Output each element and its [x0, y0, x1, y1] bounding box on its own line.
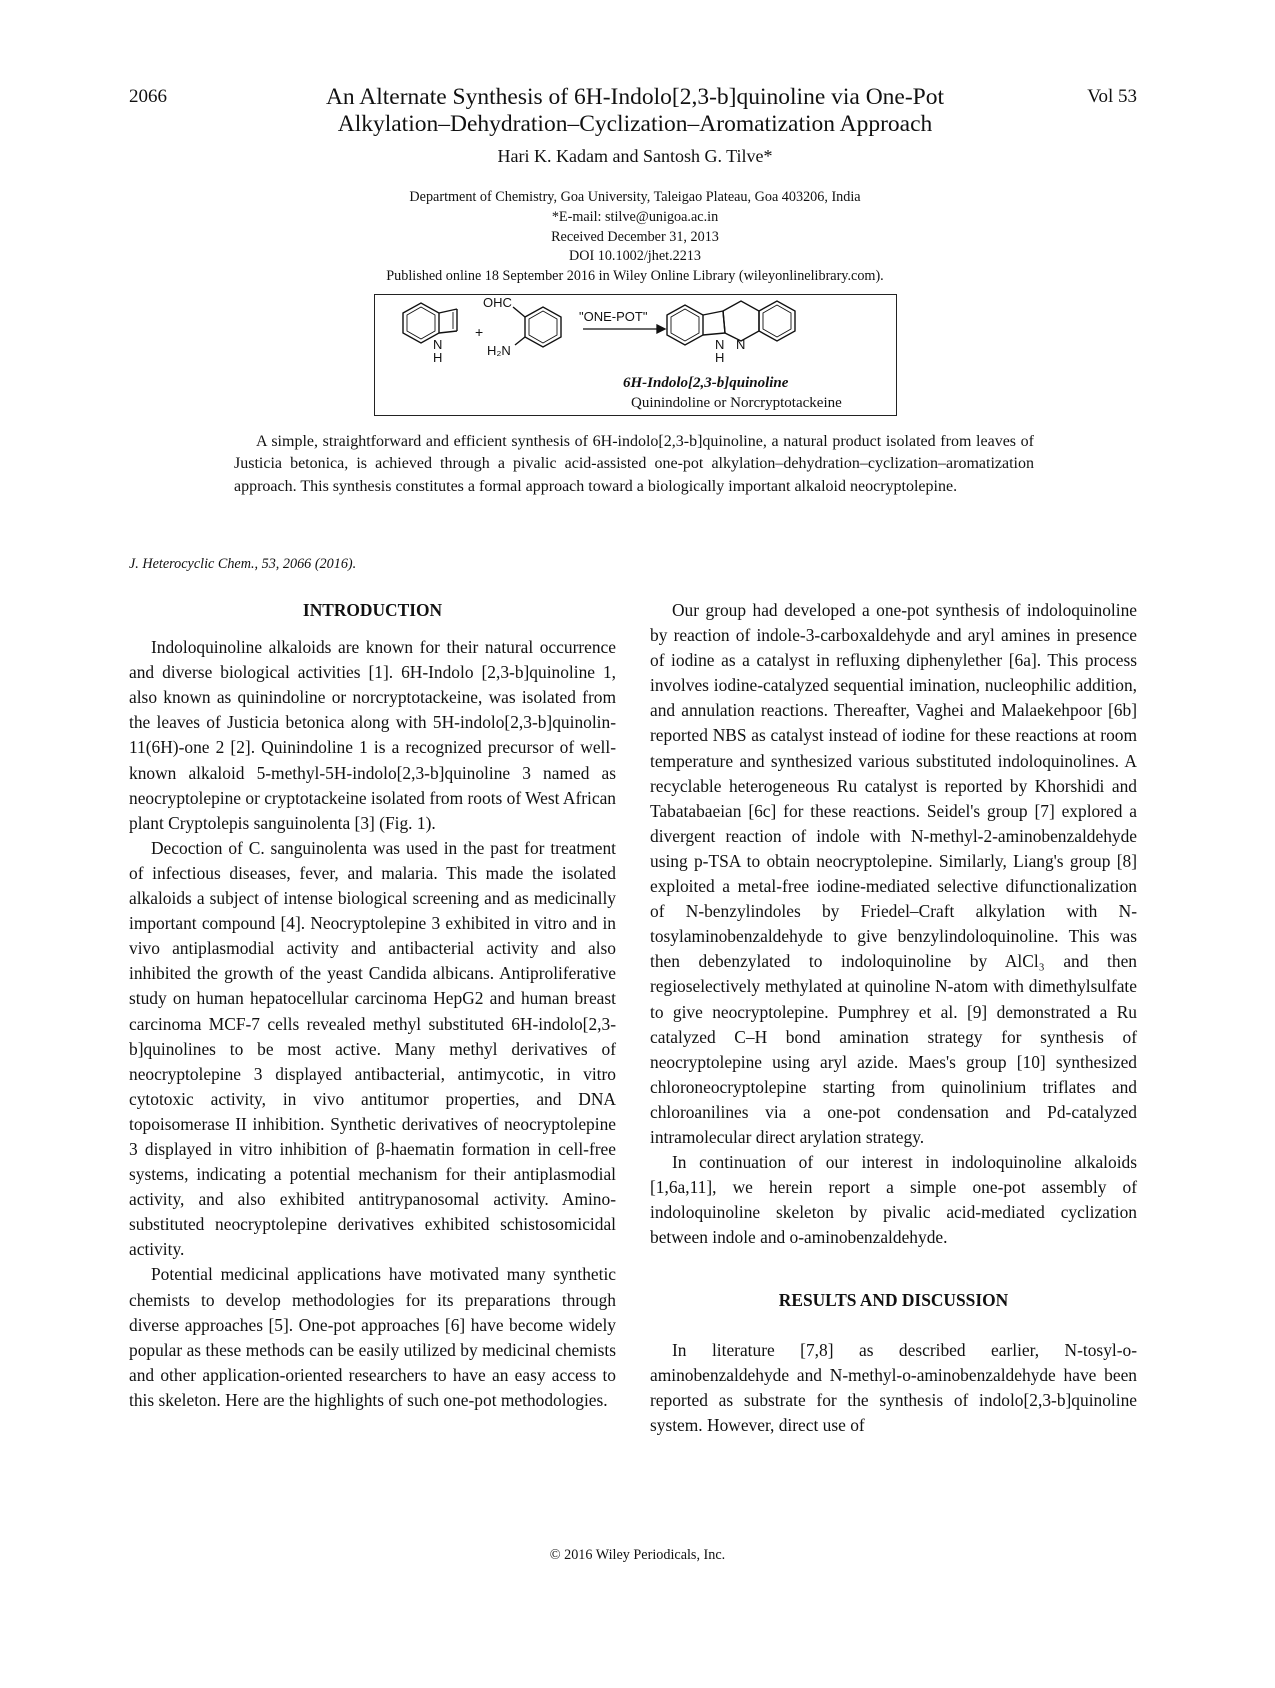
indoloquinoline-structure — [667, 301, 795, 345]
product-name: 6H-Indolo[2,3-b]quinoline — [623, 375, 789, 391]
published-online: Published online 18 September 2016 in Wiley Online Library (wileyonlinelibrary.com). — [386, 268, 884, 285]
product-n-label: N — [736, 337, 746, 352]
copyright-footer: © 2016 Wiley Periodicals, Inc. — [549, 1547, 726, 1563]
one-pot-label: "ONE-POT" — [579, 309, 648, 324]
department: Department of Chemistry, Goa University, Taleigao Plateau, Goa 403206, India — [409, 189, 861, 205]
reaction-arrow — [583, 325, 665, 333]
title-line-2: Alkylation–Dehydration–Cyclization–Aromatization Approach — [337, 111, 933, 137]
page-number: 2066 — [129, 86, 167, 107]
intro-paragraph-2: Decoction of C. sanguinolenta was used in the past for treatment of infectious diseases, fever, and malaria. This made the isolated alkaloids a subject of intense biological screening and as medicinally important compound [4]. Neocryptolepine 3 exhibited in vitro and in vivo antiplasmodial activity and antibacterial activity and also inhibited the growth of the yeast Candida albicans. Antiproliferative study on human hepatocellular carcinoma HepG2 and human breast carcinoma MCF-7 cells revealed methyl substituted 6H-indolo[2,3-b]quinolines to be most active. Many methyl derivatives of neocryptolepine 3 displayed antibacterial, antimycotic, in vitro cytotoxic activity, in vivo antitumor properties, and DNA topoisomerase II inhibition. Synthetic derivatives of neocryptolepine 3 displayed in vitro inhibition of β-haematin formation in cell-free systems, indicating a potential mechanism for their antiplasmodial activity, and also exhibited antitrypanosomal activity. Amino-substituted neocryptolepine derivatives exhibited schistosomicidal activity. — [129, 837, 616, 1260]
abstract-text: A simple, straightforward and efficient synthesis of 6H-indolo[2,3-b]quinoline, a natural product isolated from leaves of Justicia betonica, is achieved through a pivalic acid-assisted one-pot alkylation–dehydration–cyclization–aromatization approach. This synthesis constitutes a formal approach toward a biologically important alkaloid neocryptolepine. — [234, 433, 1034, 495]
product-nh-label: N — [715, 337, 725, 352]
right-paragraph-3: In literature [7,8] as described earlier, N-tosyl-o-aminobenzaldehyde and N-methyl-o-aminobenzaldehyde have been reported as substrate for the synthesis of indolo[2,3-b]quinoline system. However, direct use of — [650, 1339, 1137, 1435]
affiliation-block — [250, 188, 1020, 287]
abstract — [234, 431, 1034, 498]
intro-paragraph-1: Indoloquinoline alkaloids are known for their natural occurrence and diverse biological activities [1]. 6H-Indolo [2,3-b]quinoline 1, also known as quinindoline or norcryptotackeine, was isolated from the leaves of Justicia betonica along with 5H-indolo[2,3-b]quinolin-11(6H)-one 2 [2]. Quinindoline 1 is a recognized precursor of well-known alkaloid 5-methyl-5H-indolo[2,3-b]quinoline 3 named as neocryptolepine or cryptotackeine isolated from roots of West African plant Cryptolepis sanguinolenta [3] (Fig. 1). — [129, 637, 616, 833]
email: *E-mail: stilve@unigoa.ac.in — [551, 208, 719, 225]
graphical-abstract-scheme — [374, 294, 897, 416]
article-title — [250, 84, 1020, 138]
right-column — [650, 598, 1137, 1438]
reaction-scheme-svg — [375, 295, 896, 415]
product-synonyms: Quinindoline or Norcryptotackeine — [631, 395, 842, 411]
authors: Hari K. Kadam and Santosh G. Tilve* — [497, 146, 773, 166]
received-date: Received December 31, 2013 — [551, 228, 719, 245]
left-column — [129, 598, 616, 1413]
intro-paragraph-3: Potential medicinal applications have motivated many synthetic chemists to develop methodologies for its preparations through diverse approaches [5]. One-pot approaches [6] have become widely popular as these methods can be easily utilized by medicinal chemists and other application-oriented researchers to have an easy access to this skeleton. Here are the highlights of such one-pot methodologies. — [129, 1264, 616, 1410]
doi: DOI 10.1002/jhet.2213 — [568, 248, 701, 265]
volume-label: Vol 53 — [1087, 86, 1137, 107]
h2n-label: H₂N — [487, 343, 511, 358]
indole-h-label: H — [433, 350, 443, 365]
product-h-label: H — [715, 350, 725, 365]
right-paragraph-1: Our group had developed a one-pot synthesis of indoloquinoline by reaction of indole-3-carboxaldehyde and aryl amines in presence of iodine as a catalyst in refluxing diphenylether [6a]. This process involves iodine-catalyzed sequential imination, nucleophilic addition, and annulation reactions. Thereafter, Vaghei and Malaekehpoor [6b] reported NBS as catalyst instead of iodine for these reactions at room temperature and synthesized various substituted indoloquinolines. A recyclable heterogeneous Ru catalyst is reported by Khorshidi and Tabatabaeian [6c] for these reactions. Seidel's group [7] explored a divergent reaction of indole with N-methyl-2-aminobenzaldehyde using p-TSA to obtain neocryptolepine. Similarly, Liang's group [8] exploited a metal-free iodine-mediated selective difunctionalization of N-benzylindoles by Friedel–Craft alkylation with N-tosylaminobenzaldehyde to give benzylindoloquinoline. This was then debenzylated to indoloquinoline by AlCl₃ and then regioselectively methylated at quinoline N-atom with dimethylsulfate to give neocryptolepine. Pumphrey et al. [9] demonstrated a Ru catalyzed C–H bond amination strategy for synthesis of neocryptolepine using aryl azide. Maes's group [10] synthesized chloroneocryptolepine starting from quinolinium triflates and chloroanilines via a one-pot condensation and Pd-catalyzed intramolecular direct arylation strategy. — [650, 600, 1137, 1147]
journal-citation: J. Heterocyclic Chem., 53, 2066 (2016). — [129, 556, 357, 572]
title-line-1: An Alternate Synthesis of 6H-Indolo[2,3-b]quinoline via One-Pot — [325, 84, 945, 110]
right-paragraph-2: In continuation of our interest in indoloquinoline alkaloids [1,6a,11], we herein report a simple one-pot assembly of indoloquinoline skeleton by pivalic acid-mediated cyclization between indole and o-aminobenzaldehyde. — [650, 1152, 1137, 1248]
aminobenzaldehyde-structure — [513, 307, 561, 347]
indole-structure — [403, 303, 457, 343]
plus-sign: + — [475, 324, 484, 340]
results-heading: RESULTS AND DISCUSSION — [778, 1290, 1009, 1311]
ohc-label: OHC — [483, 295, 512, 310]
indole-n-label: N — [433, 337, 443, 352]
introduction-heading: INTRODUCTION — [302, 600, 443, 620]
